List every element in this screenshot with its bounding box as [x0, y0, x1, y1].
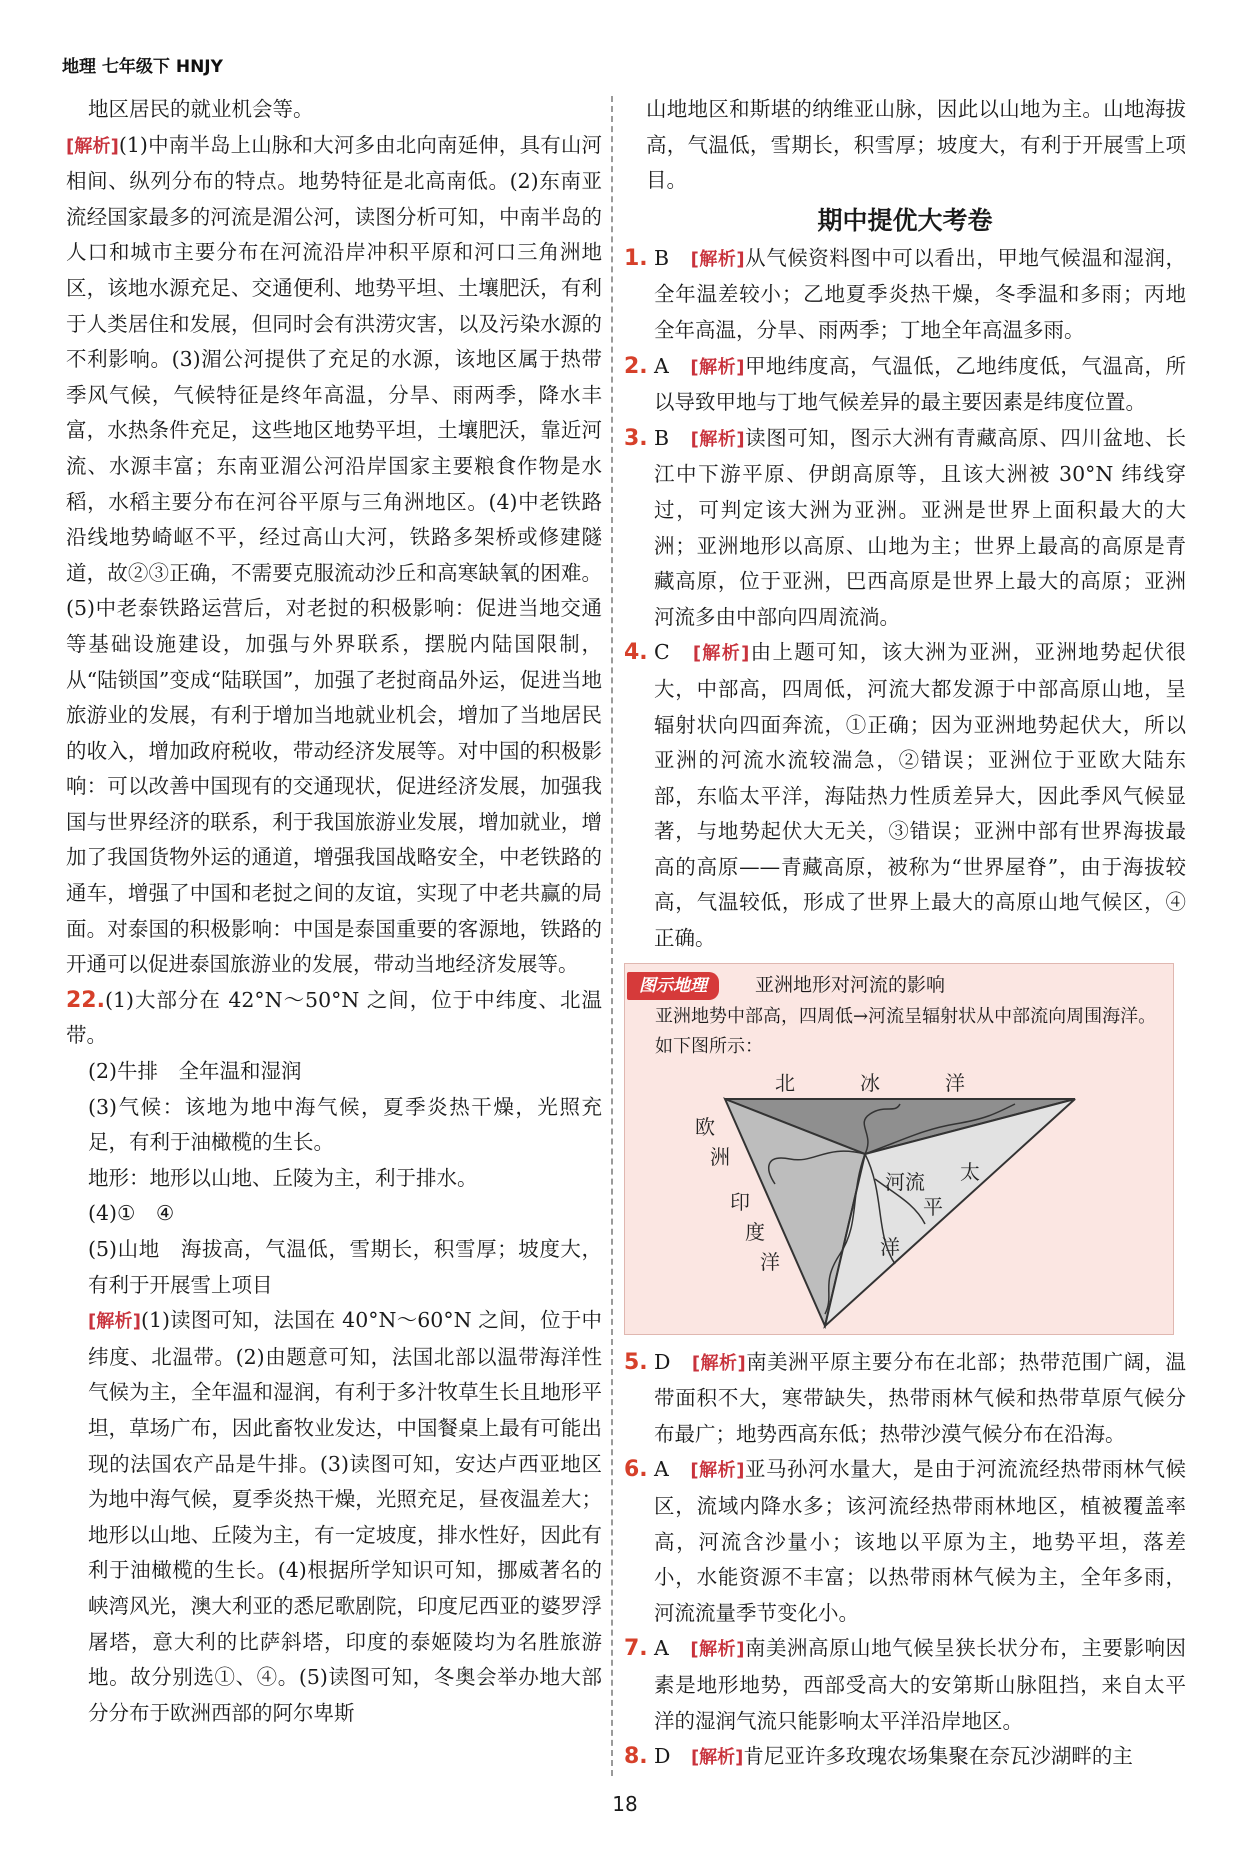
- answer-item-5: 5. D [解析]南美洲平原主要分布在北部；热带范围广阔，温带面积不大，寒带缺失，热带雨林气候和热带草原气候分布最广；地势西高东低；热带沙漠气候分布在沿海。: [624, 1349, 1187, 1446]
- q22-answer-3b: 地形：地形以山地、丘陵为主，利于排水。: [88, 1165, 478, 1190]
- label-eu1: 欧: [695, 1114, 715, 1139]
- analysis-tag: [解析]: [690, 428, 745, 450]
- label-eu2: 洲: [710, 1144, 730, 1169]
- analysis-tag: [解析]: [692, 643, 750, 665]
- q22-answer-5: (5)山地 海拔高，气温低，雪期长，积雪厚；坡度大，有利于开展雪上项目: [88, 1237, 602, 1297]
- figure-badge: 图示地理: [627, 972, 719, 1000]
- section-title: 期中提优大考卷: [817, 205, 993, 235]
- q22-answer-2: (2)牛排 全年温和湿润: [88, 1059, 302, 1084]
- figure-text: 亚洲地势中部高，四周低→河流呈辐射状从中部流向周围海洋。如下图所示：: [655, 1005, 1157, 1057]
- q22-answer-4: (4)① ④: [88, 1201, 175, 1226]
- analysis-tag: [解析]: [690, 248, 745, 270]
- answer-item-2: 2. A [解析]甲地纬度高，气温低，乙地纬度低，气温高，所以导致甲地与丁地气候差异的最主要因素是纬度位置。: [624, 353, 1187, 415]
- label-in2: 度: [745, 1219, 765, 1244]
- label-in3: 洋: [760, 1249, 780, 1274]
- analysis-tag: [解析]: [691, 1352, 746, 1374]
- page-header: 地理 七年级下 HNJY: [62, 57, 223, 77]
- analysis-tag: [解析]: [66, 135, 119, 157]
- question-22: [66, 983, 602, 1731]
- answer-item-6: 6. A [解析]亚马孙河水量大，是由于河流流经热带雨林气候区，流域内降水多；该河流经热带雨林地区，植被覆盖率高，河流含沙量小；该地以平原为主，地势平坦，落差小，水能资源不丰富；以热带雨林气候为主，全年多雨，河流流量季节变化小。: [624, 1457, 1187, 1625]
- q21-analysis: [解析](1)中南半岛上山脉和大河多由北向南延伸，具有山河相间、纵列分布的特点。地势特征是北高南低。(2)东南亚流经国家最多的河流是湄公河，读图分析可知，中南半岛的人口和城市主要分布在河流沿岸冲积平原和河口三角洲地区，该地水源充足、交通便利、地势平坦、土壤肥沃，有利于人类居住和发展，但同时会有洪涝灾害，以及污染水源的不利影响。(3)湄公河提供了充足的水源，该地区属于热带季风气候，气候特征是终年高温，分旱、雨两季，降水丰富，水热条件充足，这些地区地势平坦，土壤肥沃，靠近河流、水源丰富；东南亚湄公河沿岸国家主要粮食作物是水稻，水稻主要分布在河谷平原与三角洲地区。(4)中老铁路沿线地势崎岖不平，经过高山大河，铁路多架桥或修建隧道，故②③正确，不需要克服流动沙丘和高寒缺氧的困难。(5)中老泰铁路运营后，对老挝的积极影响：促进当地交通等基础设施建设，加强与外界联系，摆脱内陆国限制，从“陆锁国”变成“陆联国”，加强了老挝商品外运，促进当地旅游业的发展，有利于增加当地就业机会，增加了当地居民的收入，增加政府税收，带动经济发展等。对中国的积极影响：可以改善中国现有的交通现状，促进经济发展，加强我国与世界经济的联系，利于我国旅游业发展，增加就业，增加了我国货物外运的通道，增强我国战略安全，中老铁路的通车，增强了中国和老挝之间的友谊，实现了中老共赢的局面。对泰国的积极影响：中国是泰国重要的客源地，铁路的开通可以促进泰国旅游业的发展，带动当地经济发展等。: [66, 132, 602, 977]
- label-pa1: 太: [960, 1159, 980, 1184]
- answer-item-4: 4. C [解析]由上题可知，该大洲为亚洲，亚洲地势起伏很大，中部高，四周低，河流大都发源于中部高原山地，呈辐射状向四面奔流，①正确；因为亚洲地势起伏大，所以亚洲的河流水流较湍急，②错误；亚洲位于亚欧大陆东部，东临太平洋，海陆热力性质差异大，因此季风气候显著，与地势起伏大无关，③错误；亚洲中部有世界海拔最高的高原——青藏高原，被称为“世界屋脊”，由于海拔较高，气温较低，形成了世界上最大的高原山地气候区，④正确。: [624, 640, 1187, 951]
- q22-answer-1: (1)大部分在 42°N～50°N 之间，位于中纬度、北温带。: [66, 987, 602, 1048]
- answer-item-3: 3. B [解析]读图可知，图示大洲有青藏高原、四川盆地、长江中下游平原、伊朗高原等，且该大洲被 30°N 纬线穿过，可判定该大洲为亚洲。亚洲是世界上面积最大的大洲；亚洲地形以高原、山地为主；世界上最高的高原是青藏高原，位于亚洲，巴西高原是世界上最大的高原；亚洲河流多由中部向四周流淌。: [624, 425, 1187, 629]
- label-ocean-north: 洋: [945, 1070, 965, 1095]
- label-pa3: 洋: [880, 1234, 900, 1259]
- right-column: [624, 92, 1186, 1776]
- analysis-tag: [解析]: [690, 1639, 745, 1661]
- q22-analysis: [解析](1)读图可知，法国在 40°N～60°N 之间，位于中纬度、北温带。(2)由题意可知，法国北部以温带海洋性气候为主，全年温和湿润，有利于多汁牧草生长且地形平坦，草场广布，因此畜牧业发达，中国餐桌上最有可能出现的法国农产品是牛排。(3)读图可知，安达卢西亚地区为地中海气候，夏季炎热干燥，光照充足，昼夜温差大；地形以山地、丘陵为主，有一定坡度，排水性好，因此有利于油橄榄的生长。(4)根据所学知识可知，挪威著名的峡湾风光，澳大利亚的悉尼歌剧院，印度尼西亚的婆罗浮屠塔，意大利的比萨斜塔，印度的泰姬陵均为名胜旅游地。故分别选①、④。(5)读图可知，冬奥会举办地大部分分布于欧洲西部的阿尔卑斯: [88, 1308, 603, 1725]
- analysis-tag: [解析]: [88, 1311, 141, 1333]
- answer-item-8: 8. D [解析]肯尼亚许多玫瑰农场集聚在奈瓦沙湖畔的主: [624, 1744, 1133, 1770]
- page-number: 18: [612, 1792, 638, 1816]
- figure-title: 亚洲地形对河流的影响: [755, 973, 946, 996]
- label-in1: 印: [730, 1189, 750, 1214]
- q22-answer-3a: (3)气候：该地为地中海气候，夏季炎热干燥，光照充足，有利于油橄榄的生长。: [88, 1094, 602, 1155]
- column-divider: [611, 96, 613, 1776]
- analysis-tag: [解析]: [690, 356, 745, 378]
- analysis-tag: [解析]: [690, 1747, 744, 1769]
- left-column: [66, 92, 602, 1731]
- label-pa2: 平: [923, 1194, 943, 1219]
- label-north: 北: [775, 1070, 795, 1095]
- asia-terrain-figure: [624, 963, 1174, 1335]
- answer-item-7: 7. A [解析]南美洲高原山地气候呈狭长状分布，主要影响因素是地形地势，西部受高大的安第斯山脉阻挡，来自太平洋的湿润气流只能影响太平洋沿岸地区。: [624, 1636, 1187, 1733]
- intro-text: 地区居民的就业机会等。: [88, 97, 314, 121]
- continued-text: 山地地区和斯堪的纳维亚山脉，因此以山地为主。山地海拔高，气温低，雪期长，积雪厚；坡度大，有利于开展雪上项目。: [646, 97, 1186, 193]
- answer-item-1: 1. B [解析]从气候资料图中可以看出，甲地气候温和湿润，全年温差较小；乙地夏季炎热干燥，冬季温和多雨；丙地全年高温，分旱、雨两季；丁地全年高温多雨。: [624, 245, 1187, 342]
- question-number: 22.: [66, 987, 105, 1013]
- label-river: 河流: [885, 1169, 925, 1194]
- analysis-tag: [解析]: [690, 1460, 745, 1482]
- label-ice: 冰: [860, 1070, 880, 1095]
